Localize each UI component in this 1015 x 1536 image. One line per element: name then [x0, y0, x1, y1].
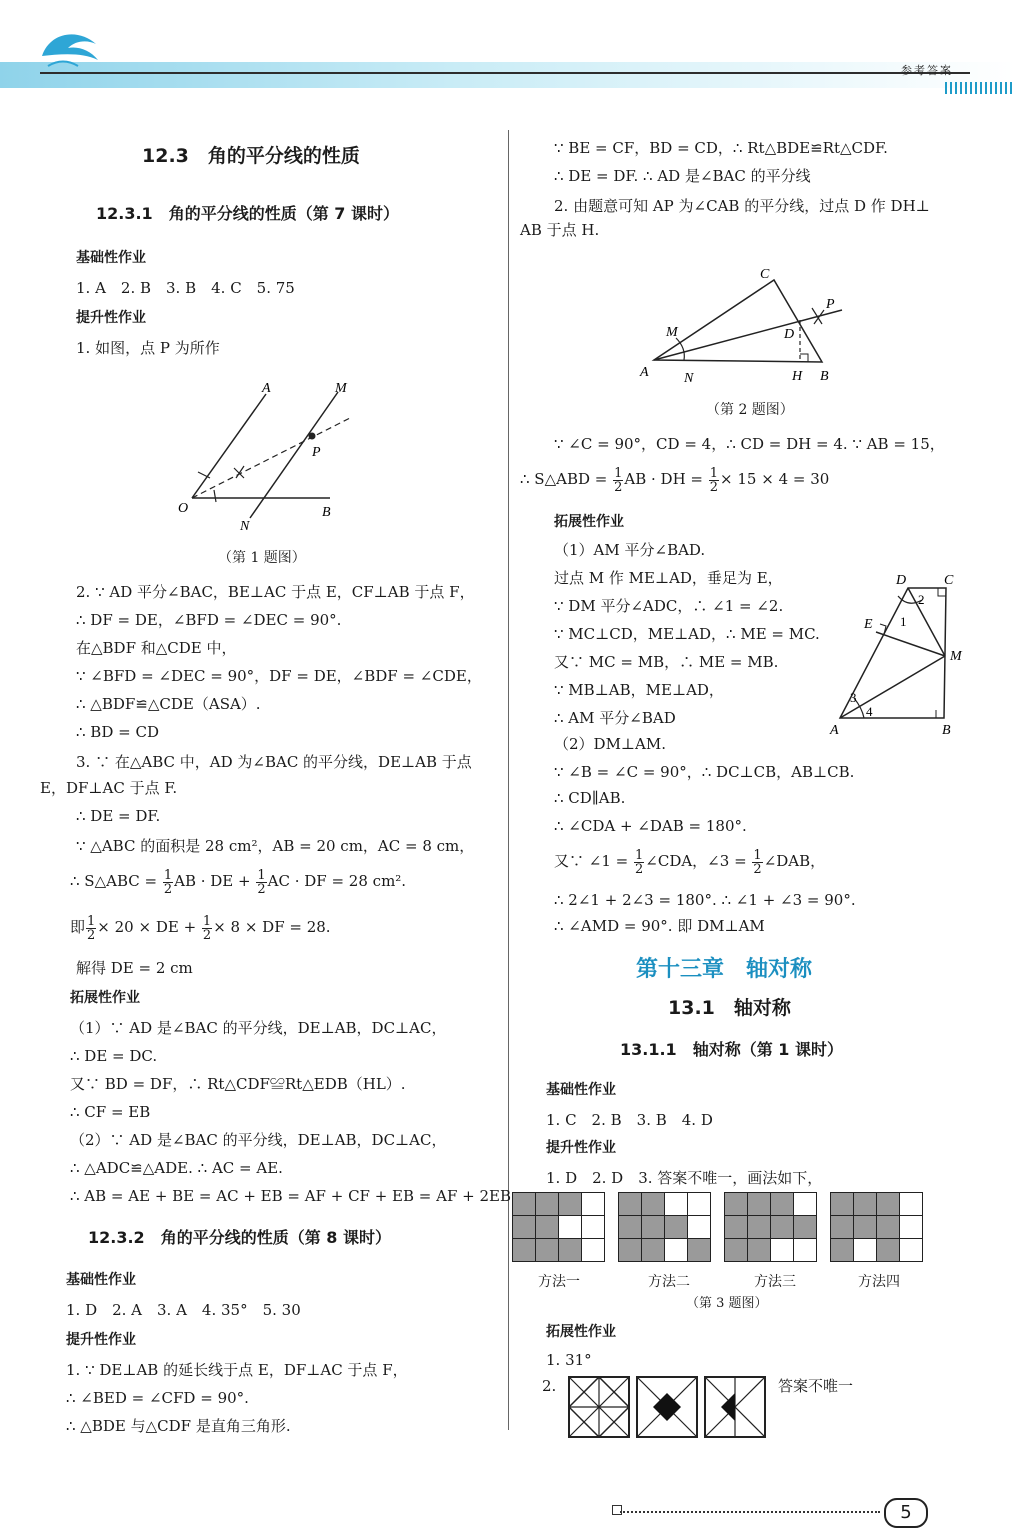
answer-line: 2.	[542, 1377, 557, 1395]
half-angle-line: 又∵ ∠1 = $\frac{1}{2}$ ∠CDA，∠3 = $\frac{1}{2}$ ∠DAB，	[554, 847, 826, 877]
answer-line: （1）AM 平分∠BAD.	[554, 541, 706, 559]
section-title: 13.1 轴对称	[668, 997, 791, 1019]
fig3-angle-3: 3	[850, 690, 857, 705]
basic-answers: 1. A 2. B 3. B 4. C 5. 75	[76, 279, 295, 297]
answer-line: ∴ DE = DC.	[70, 1047, 158, 1065]
fig2-label-a: A	[640, 365, 649, 380]
answer-line: 又∵ MC = MB，∴ ME = MB.	[554, 653, 779, 671]
answer-line: （2）DM⊥AM.	[554, 735, 666, 753]
dolphin-logo-icon	[38, 26, 108, 72]
answer-line: ∵ MB⊥AB，ME⊥AD，	[554, 681, 724, 699]
answer-line: 1. 如图，点 P 为所作	[76, 339, 220, 357]
fig2-label-n: N	[684, 371, 694, 386]
grid-method-2	[618, 1192, 711, 1262]
symmetry-pattern-1	[568, 1376, 630, 1438]
fraction-half: $\frac{1}{2}$	[202, 913, 212, 943]
answer-line: （1）∵ AD 是∠BAC 的平分线，DE⊥AB，DC⊥AC，	[70, 1019, 447, 1037]
fraction-half: $\frac{1}{2}$	[257, 867, 266, 897]
basic-label: 基础性作业	[76, 250, 146, 266]
lesson-title: 12.3.1 角的平分线的性质（第 7 课时）	[96, 204, 399, 223]
header-rule	[40, 72, 970, 74]
answer-line: ∴ DF = DE，∠BFD = ∠DEC = 90°.	[76, 611, 342, 629]
area-formula: ∴ S△ABC = $\frac{1}{2}$ AB · DE + $\frac{1}{2}$ AC · DF = 28 cm².	[70, 867, 407, 897]
answer-line: ∴ AM 平分∠BAD	[554, 709, 676, 727]
fraction-half: $\frac{1}{2}$	[163, 867, 173, 897]
basic-answers: 1. D 2. A 3. A 4. 35° 5. 30	[66, 1301, 301, 1319]
fig2-label-d: D	[784, 327, 795, 342]
page-number: 5	[884, 1498, 928, 1528]
fig2-label-c: C	[760, 267, 770, 282]
answer-line: ∵ ∠BFD = ∠DEC = 90°，DF = DE，∠BDF = ∠CDE，	[76, 667, 482, 685]
column-divider	[508, 130, 509, 1430]
extension-label: 拓展性作业	[70, 990, 140, 1006]
fig1-label-a: A	[262, 381, 271, 396]
fig3-angle-4: 4	[866, 704, 873, 719]
method-label: 方法四	[858, 1274, 900, 1290]
answer-line: 解得 DE = 2 cm	[76, 959, 193, 977]
figure-3	[826, 568, 976, 740]
figure-1-caption: （第 1 题图）	[218, 550, 306, 566]
fig3-angle-2: 2	[918, 592, 925, 607]
answer-line: 又∵ BD = DF，∴ Rt△CDF≌Rt△EDB（HL）.	[70, 1075, 406, 1093]
answer-line: ∴ DE = DF. ∴ AD 是∠BAC 的平分线	[554, 167, 811, 185]
method-label: 方法三	[754, 1274, 796, 1290]
lesson-title: 13.1.1 轴对称（第 1 课时）	[620, 1040, 843, 1059]
answer-line: AB 于点 H.	[520, 221, 600, 239]
answer-line: 在△BDF 和△CDE 中，	[76, 639, 237, 657]
answer-line: ∴ CF = EB	[70, 1103, 151, 1121]
answer-line: 1. 31°	[546, 1351, 592, 1369]
method-label: 方法一	[538, 1274, 580, 1290]
fig3-label-e: E	[864, 617, 873, 632]
basic-label: 基础性作业	[66, 1272, 136, 1288]
header-label: 参考答案	[901, 64, 953, 77]
fig3-label-a: A	[830, 723, 839, 738]
answer-line: 1. ∵ DE⊥AB 的延长线于点 E，DF⊥AC 于点 F，	[66, 1361, 408, 1379]
fraction-half: $\frac{1}{2}$	[87, 913, 96, 943]
fig3-label-m: M	[950, 649, 962, 664]
improve-label: 提升性作业	[76, 310, 146, 326]
basic-label: 基础性作业	[546, 1082, 616, 1098]
answer-line: ∵ ∠B = ∠C = 90°，∴ DC⊥CB，AB⊥CB.	[554, 763, 855, 781]
fig3-label-c: C	[944, 573, 954, 588]
fig1-label-o: O	[178, 501, 189, 516]
answer-line: ∴ △ADC≌△ADE. ∴ AC = AE.	[70, 1159, 283, 1177]
fig2-label-h: H	[792, 369, 803, 384]
fraction-half: $\frac{1}{2}$	[709, 465, 719, 495]
symmetry-pattern-2	[636, 1376, 698, 1438]
answer-line: 过点 M 作 ME⊥AD，垂足为 E，	[554, 569, 783, 587]
answer-line: ∴ CD∥AB.	[554, 789, 626, 807]
answer-line: ∵ BE = CF，BD = CD，∴ Rt△BDE≌Rt△CDF.	[554, 139, 888, 157]
fraction-half: $\frac{1}{2}$	[753, 847, 762, 877]
fig1-label-n: N	[240, 519, 250, 534]
answer-line: ∴ ∠BED = ∠CFD = 90°.	[66, 1389, 249, 1407]
answer-line: 2. ∵ AD 平分∠BAC，BE⊥AC 于点 E，CF⊥AB 于点 F，	[76, 583, 475, 601]
chapter-title: 第十三章 轴对称	[636, 957, 813, 982]
answer-line: 1. D 2. D 3. 答案不唯一，画法如下，	[546, 1169, 823, 1187]
answer-line: 3. ∵ 在△ABC 中，AD 为∠BAC 的平分线，DE⊥AB 于点	[76, 753, 472, 771]
fig2-label-m: M	[666, 325, 678, 340]
answer-line: E，DF⊥AC 于点 F.	[40, 779, 178, 797]
answer-line: ∴ 2∠1 + 2∠3 = 180°. ∴ ∠1 + ∠3 = 90°.	[554, 891, 856, 909]
grid-method-3	[724, 1192, 817, 1262]
improve-label: 提升性作业	[546, 1140, 616, 1156]
answer-line: ∴ DE = DF.	[76, 807, 161, 825]
header-band	[0, 62, 1015, 88]
grid-method-1	[512, 1192, 605, 1262]
answer-line: ∴ AB = AE + BE = AC + EB = AF + CF + EB = AF + 2EB	[70, 1187, 511, 1205]
figure-2	[636, 258, 866, 388]
fig3-label-d: D	[896, 573, 907, 588]
footer-dotted-line	[620, 1511, 880, 1513]
lesson-title: 12.3.2 角的平分线的性质（第 8 课时）	[88, 1228, 391, 1247]
fraction-half: $\frac{1}{2}$	[614, 465, 623, 495]
footer-square-icon	[612, 1505, 622, 1515]
area-formula: ∴ S△ABD = $\frac{1}{2}$ AB · DH = $\frac{1}{2}$ × 15 × 4 = 30	[520, 465, 830, 495]
answer-line: ∵ △ABC 的面积是 28 cm²，AB = 20 cm，AC = 8 cm，	[76, 837, 475, 855]
method-label: 方法二	[648, 1274, 690, 1290]
fig1-label-m: M	[335, 381, 347, 396]
fig3-angle-1: 1	[900, 614, 907, 629]
fig1-label-p: P	[312, 445, 321, 460]
fig3-label-b: B	[942, 723, 951, 738]
improve-label: 提升性作业	[66, 1332, 136, 1348]
figure-1	[170, 378, 370, 538]
answer-line: ∴ BD = CD	[76, 723, 159, 741]
answer-line: ∴ ∠AMD = 90°. 即 DM⊥AM	[554, 917, 765, 935]
basic-answers: 1. C 2. B 3. B 4. D	[546, 1111, 713, 1129]
fig2-label-b: B	[820, 369, 829, 384]
answer-line: ∵ MC⊥CD，ME⊥AD，∴ ME = MC.	[554, 625, 820, 643]
extension-label: 拓展性作业	[554, 514, 624, 530]
section-title: 12.3 角的平分线的性质	[142, 145, 360, 167]
answer-line: （2）∵ AD 是∠BAC 的平分线，DE⊥AB，DC⊥AC，	[70, 1131, 447, 1149]
fig2-label-p: P	[826, 297, 835, 312]
figure-2-caption: （第 2 题图）	[706, 402, 794, 418]
fig1-label-b: B	[322, 505, 331, 520]
grid-method-4	[830, 1192, 923, 1262]
answer-line: ∵ ∠C = 90°，CD = 4，∴ CD = DH = 4. ∵ AB = 15，	[554, 435, 945, 453]
answer-line: ∴ △BDE 与△CDF 是直角三角形.	[66, 1417, 291, 1435]
area-equation: 即 $\frac{1}{2}$ × 20 × DE + $\frac{1}{2}$ × 8 × DF = 28.	[70, 913, 331, 943]
answer-note: 答案不唯一	[778, 1377, 854, 1395]
header-barcode-decoration	[945, 82, 1015, 94]
answer-line: ∴ △BDF≌△CDE（ASA）.	[76, 695, 261, 713]
symmetry-pattern-3	[704, 1376, 766, 1438]
extension-label: 拓展性作业	[546, 1324, 616, 1340]
answer-line: ∵ DM 平分∠ADC，∴ ∠1 = ∠2.	[554, 597, 784, 615]
fraction-half: $\frac{1}{2}$	[635, 847, 644, 877]
grid-caption: （第 3 题图）	[686, 1296, 768, 1311]
answer-line: 2. 由题意可知 AP 为∠CAB 的平分线，过点 D 作 DH⊥	[554, 197, 930, 215]
answer-line: ∴ ∠CDA + ∠DAB = 180°.	[554, 817, 747, 835]
